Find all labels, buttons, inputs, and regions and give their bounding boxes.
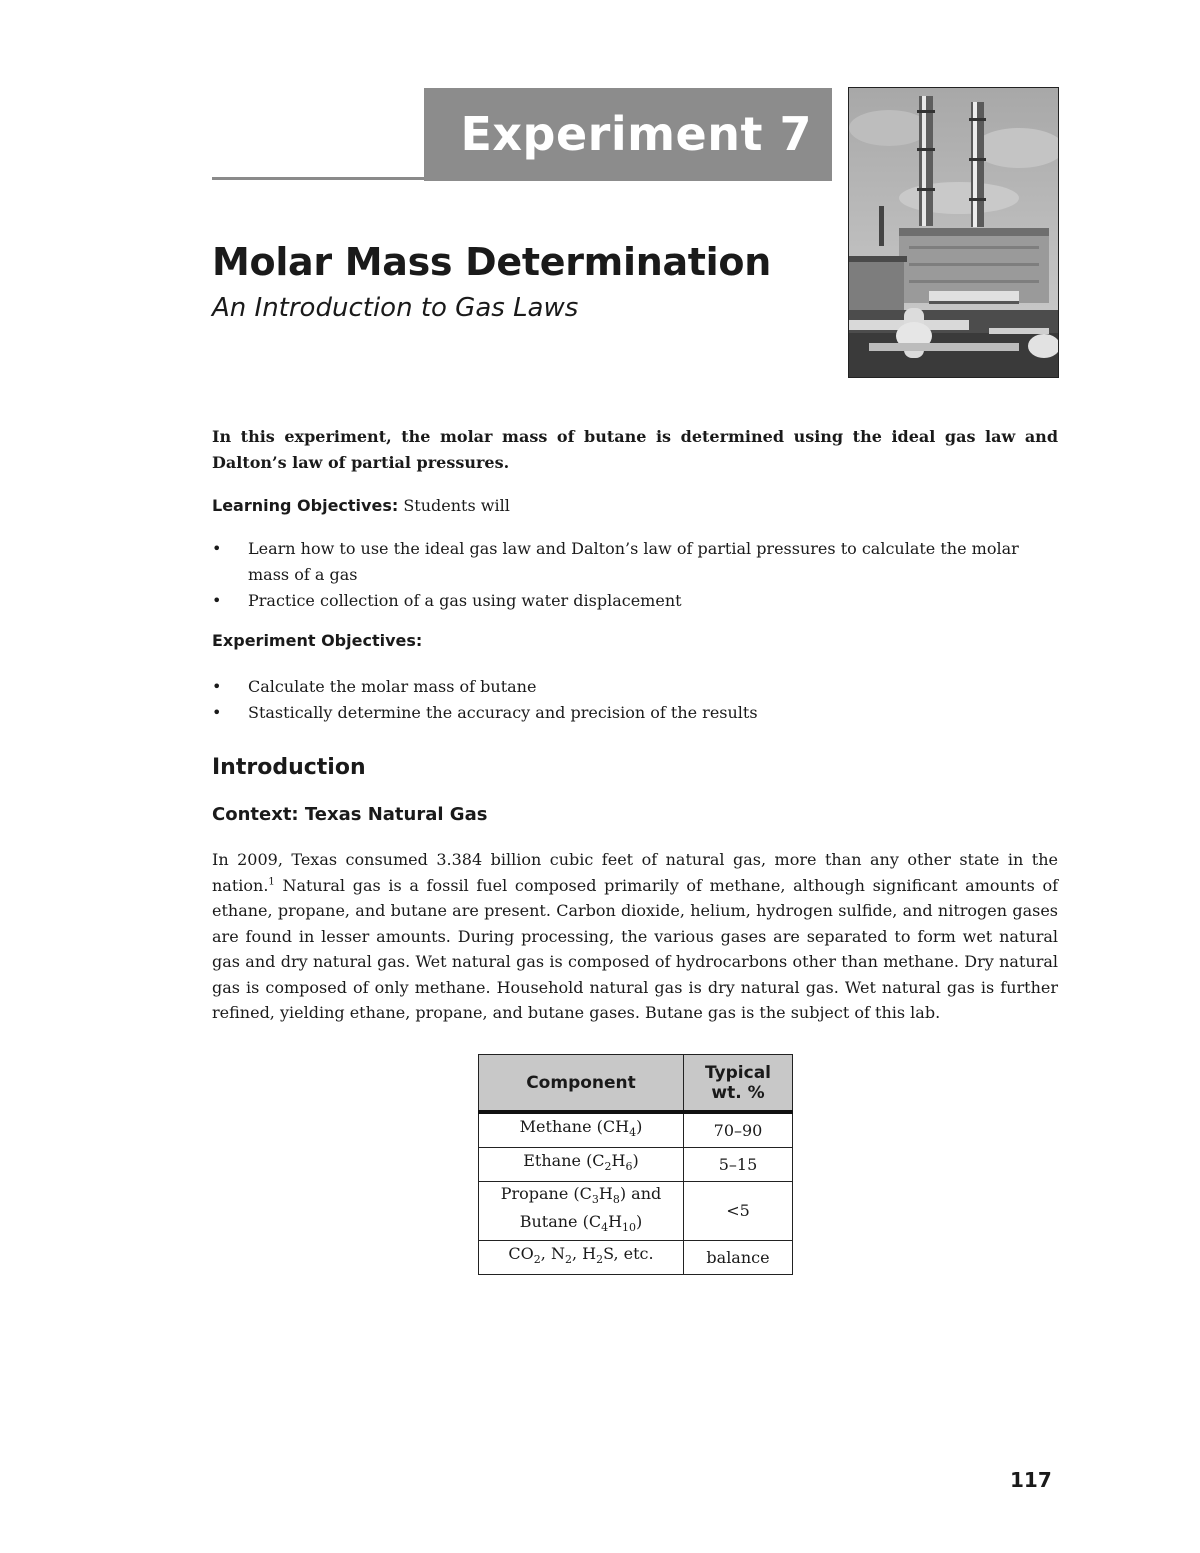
natural-gas-composition-table bbox=[478, 1054, 793, 1275]
learning-objectives-label: Learning Objectives: bbox=[212, 496, 399, 515]
experiment-objectives-label: Experiment Objectives: bbox=[212, 631, 423, 650]
list-item: • Calculate the molar mass of butane bbox=[212, 674, 1058, 700]
typical-label: Typical bbox=[704, 1062, 772, 1083]
component-cell-methane: Methane $(CH_4)$ bbox=[479, 1112, 684, 1148]
table-row bbox=[479, 1182, 793, 1241]
page-subtitle: An Introduction to Gas Laws bbox=[212, 293, 579, 323]
list-item: • Stastically determine the accuracy and precision of the results bbox=[212, 700, 1058, 726]
learning-objectives-intro: Students will bbox=[398, 496, 510, 515]
column-header-typical bbox=[684, 1055, 793, 1113]
learning-objectives-line bbox=[212, 493, 1058, 519]
experiment-objectives-list bbox=[212, 674, 1058, 726]
table-row bbox=[479, 1241, 793, 1275]
table-header-row bbox=[479, 1055, 793, 1113]
component-cell-propane-butane: Propane $(C_3H_8)$ and Butane $(C_4H_{10})$ bbox=[479, 1182, 684, 1241]
component-cell-other: $CO_2$, $N_2$, $H_2S$, etc. bbox=[479, 1241, 684, 1275]
footnote-marker: 1 bbox=[268, 876, 275, 888]
component-cell-ethane: Ethane $(C_2H_6)$ bbox=[479, 1148, 684, 1182]
paragraph-rest: Natural gas is a fossil fuel composed primarily of methane, although significant amounts of ethane, propane, and butane are present. Carbon dioxide, helium, hydrogen sulfide, and nitrogen gases are found in lesser amounts. During processing, the various gases are separated to form wet natural gas and dry natural gas. Wet natural gas is composed of hydrocarbons other than methane. Dry natural gas is composed of only methane. Household natural gas is dry natural gas. Wet natural gas is further refined, yielding ethane, propane, and butane gases. Butane gas is the subject of this lab. bbox=[212, 875, 1058, 1022]
percent-cell: <5 bbox=[684, 1182, 793, 1241]
percent-cell: balance bbox=[684, 1241, 793, 1275]
table-row bbox=[479, 1112, 793, 1148]
experiment-banner: Experiment 7 bbox=[424, 88, 832, 181]
percent-cell: 5–15 bbox=[684, 1148, 793, 1182]
percent-cell: 70–90 bbox=[684, 1112, 793, 1148]
page-number: 117 bbox=[1010, 1468, 1052, 1492]
context-heading: Context: Texas Natural Gas bbox=[212, 804, 488, 825]
list-item: • Learn how to use the ideal gas law and Dalton’s law of partial pressures to calculate the molar mass of a gas bbox=[212, 536, 1058, 588]
introduction-heading: Introduction bbox=[212, 755, 366, 780]
page-title: Molar Mass Determination bbox=[212, 240, 771, 284]
table-row bbox=[479, 1148, 793, 1182]
paragraph-start: In 2009, Texas consumed 3.384 billion cubic feet of natural gas, more than any other state in the nation. bbox=[212, 850, 1058, 895]
lead-paragraph: In this experiment, the molar mass of butane is determined using the ideal gas law and Dalton’s law of partial pressures. bbox=[212, 427, 1058, 472]
gas-plant-photo-image bbox=[849, 88, 1058, 377]
learning-objectives-list bbox=[212, 536, 1058, 614]
column-header-component: Component bbox=[479, 1055, 684, 1113]
wt-percent-label: wt. % bbox=[711, 1082, 765, 1103]
header-rule bbox=[212, 177, 426, 180]
introduction-paragraph bbox=[212, 847, 1058, 1026]
gas-plant-photo bbox=[848, 87, 1059, 378]
list-item: • Practice collection of a gas using water displacement bbox=[212, 588, 1058, 614]
